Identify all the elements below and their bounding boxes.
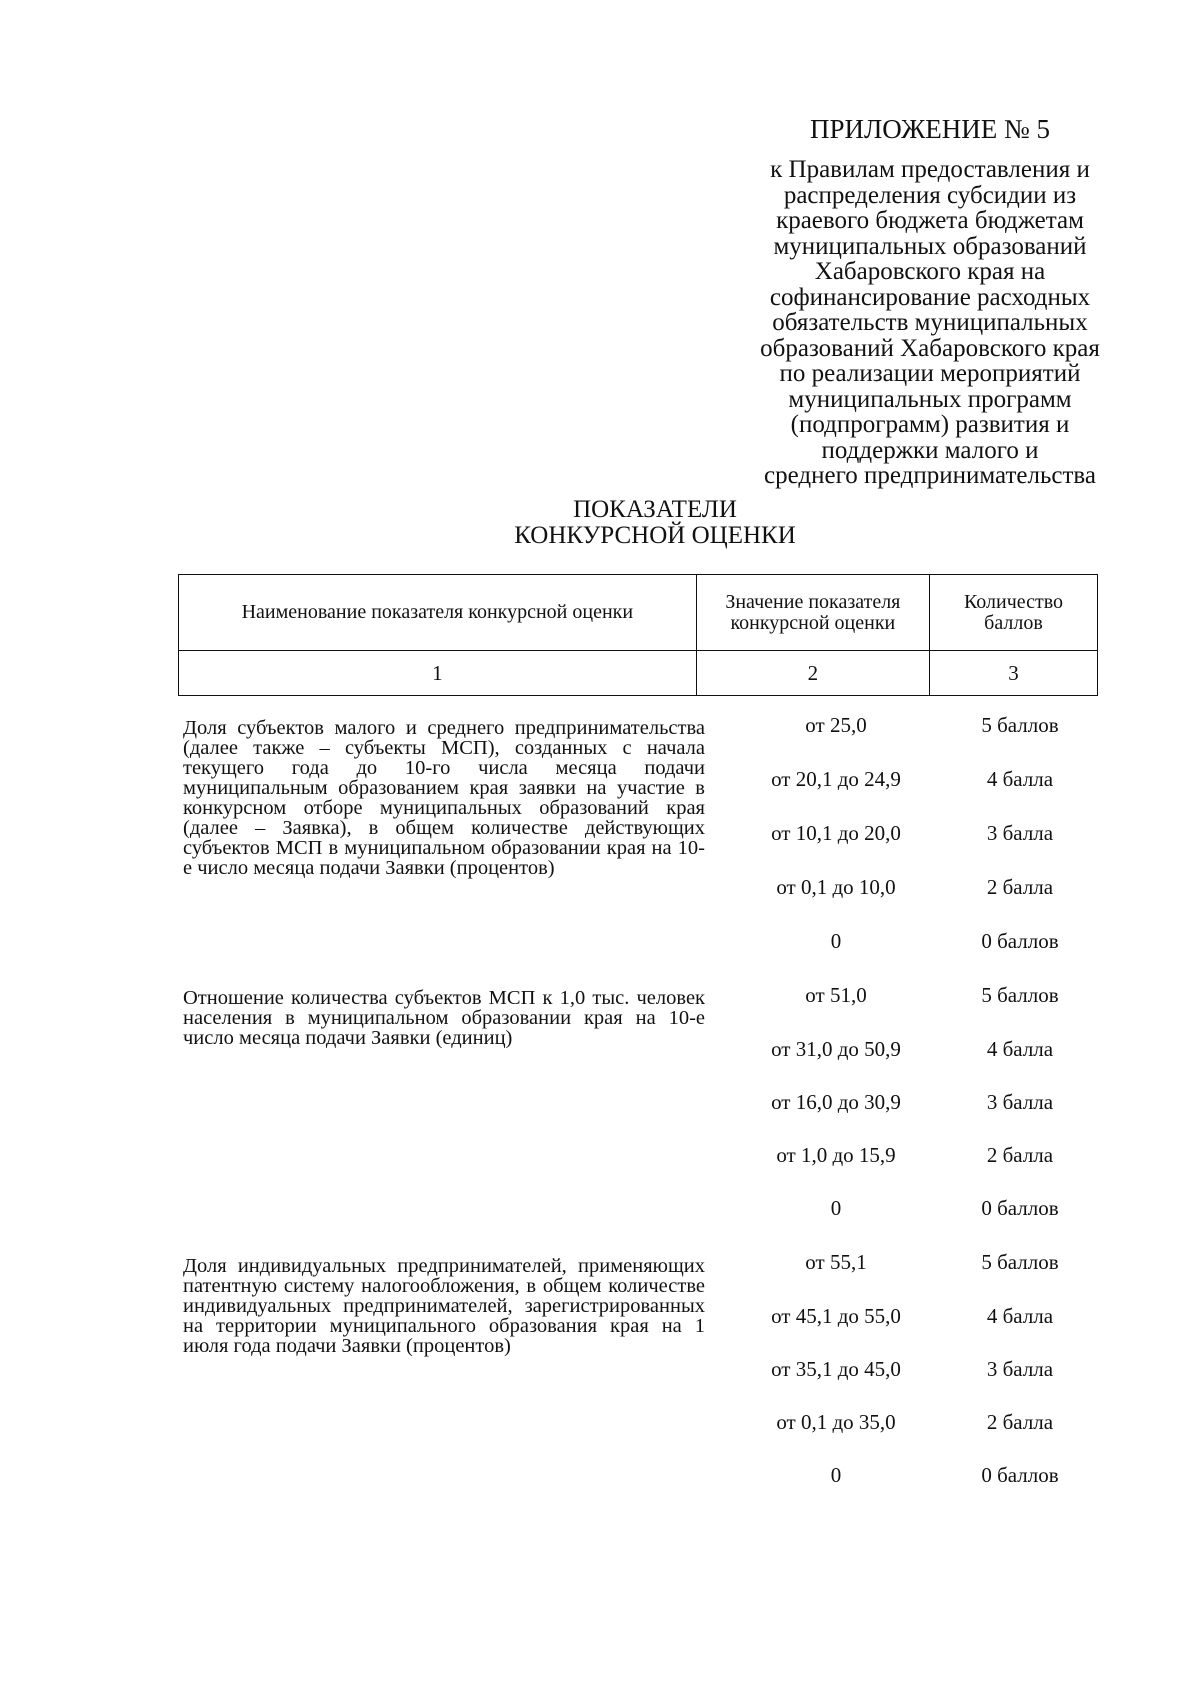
indicator-value: от 51,0 — [805, 983, 867, 1007]
heading-line-1: ПОКАЗАТЕЛИ — [573, 496, 737, 523]
appendix-line: краевого бюджета бюджетам — [776, 207, 1084, 234]
indicator-points: 2 балла — [986, 875, 1054, 899]
indicator-value: от 0,1 до 35,0 — [776, 1410, 896, 1434]
indicator-points: 0 баллов — [981, 1196, 1059, 1220]
appendix-block — [720, 115, 1140, 489]
indicator-name: Отношение количества субъектов МСП к 1,0 тыс. человек населения в муниципальном образовании края на 10-е число месяца подачи Заявки (единиц) — [183, 987, 705, 1049]
appendix-number: ПРИЛОЖЕНИЕ № 5 — [809, 114, 1051, 144]
indicator-points: 0 баллов — [981, 1463, 1059, 1487]
indicator-value: от 10,1 до 20,0 — [771, 821, 901, 845]
appendix-line: поддержки малого и — [821, 436, 1039, 464]
indicator-points: 2 балла — [986, 1143, 1054, 1167]
appendix-line: (подпрограмм) развития и — [790, 411, 1070, 438]
indicator-value: от 45,1 до 55,0 — [771, 1304, 901, 1328]
column-number: 3 — [930, 651, 1098, 696]
header-indicator-name: Наименование показателя конкурсной оценки — [179, 575, 697, 651]
indicator-name: Доля индивидуальных предпринимателей, применяющих патентную систему налогообложения, в общем количестве индивидуальных предпринимателей, зарегистрированных на территории муниципального образования края на 1 июля года подачи Заявки (процентов) — [183, 1255, 705, 1357]
column-number: 1 — [179, 651, 697, 696]
indicator-value: от 0,1 до 10,0 — [776, 875, 896, 899]
indicator-points: 3 балла — [986, 821, 1054, 845]
appendix-line: распределения субсидии из — [783, 181, 1077, 209]
indicator-points: 5 баллов — [981, 713, 1059, 737]
indicator-value: от 35,1 до 45,0 — [771, 1357, 901, 1381]
indicator-points: 3 балла — [986, 1357, 1054, 1381]
criteria-table-header — [178, 574, 1098, 696]
indicator-value: 0 — [830, 1196, 842, 1220]
appendix-line: муниципальных образований — [773, 232, 1087, 260]
appendix-line: к Правилам предоставления и — [770, 156, 1090, 183]
indicator-value: от 20,1 до 24,9 — [771, 767, 901, 791]
indicator-points: 3 балла — [986, 1090, 1054, 1114]
heading-line-2: КОНКУРСНОЙ ОЦЕНКИ — [514, 522, 796, 549]
appendix-line: муниципальных программ — [788, 385, 1072, 413]
appendix-reference — [720, 157, 1140, 489]
indicator-points: 5 баллов — [981, 1250, 1059, 1274]
indicator-value: от 55,1 — [805, 1250, 867, 1274]
indicator-points: 4 балла — [986, 1304, 1054, 1328]
appendix-line: Хабаровского края на — [814, 258, 1046, 285]
indicator-value: от 16,0 до 30,9 — [771, 1090, 901, 1114]
header-indicator-value: Значение показателя конкурсной оценки — [696, 575, 929, 651]
indicator-points: 2 балла — [986, 1410, 1054, 1434]
indicator-points: 4 балла — [986, 767, 1054, 791]
indicator-points: 5 баллов — [981, 983, 1059, 1007]
indicator-value: от 25,0 — [805, 713, 867, 737]
indicator-value: от 31,0 до 50,9 — [771, 1037, 901, 1061]
appendix-line: среднего предпринимательства — [764, 462, 1096, 489]
indicator-value: 0 — [830, 1463, 842, 1487]
appendix-line: обязательств муниципальных — [772, 309, 1088, 336]
appendix-line: по реализации мероприятий — [779, 360, 1081, 387]
indicator-value: от 1,0 до 15,9 — [776, 1143, 896, 1167]
indicator-points: 4 балла — [986, 1037, 1054, 1061]
indicator-value: 0 — [830, 929, 842, 953]
document-heading — [440, 497, 870, 549]
column-number: 2 — [696, 651, 929, 696]
indicator-name: Доля субъектов малого и среднего предпринимательства (далее также – субъекты МСП), созданных с начала текущего года до 10-го числа месяца подачи муниципальным образованием края заявки на участие в конкурсном отборе муниципальных образований края (далее – Заявка), в общем количестве действующих субъектов МСП в муниципальном образовании края на 10-е число месяца подачи Заявки (процентов) — [183, 717, 705, 879]
appendix-line: софинансирование расходных — [769, 283, 1091, 311]
header-points: Количество баллов — [930, 575, 1098, 651]
appendix-line: образований Хабаровского края — [760, 334, 1100, 362]
indicator-points: 0 баллов — [981, 929, 1059, 953]
